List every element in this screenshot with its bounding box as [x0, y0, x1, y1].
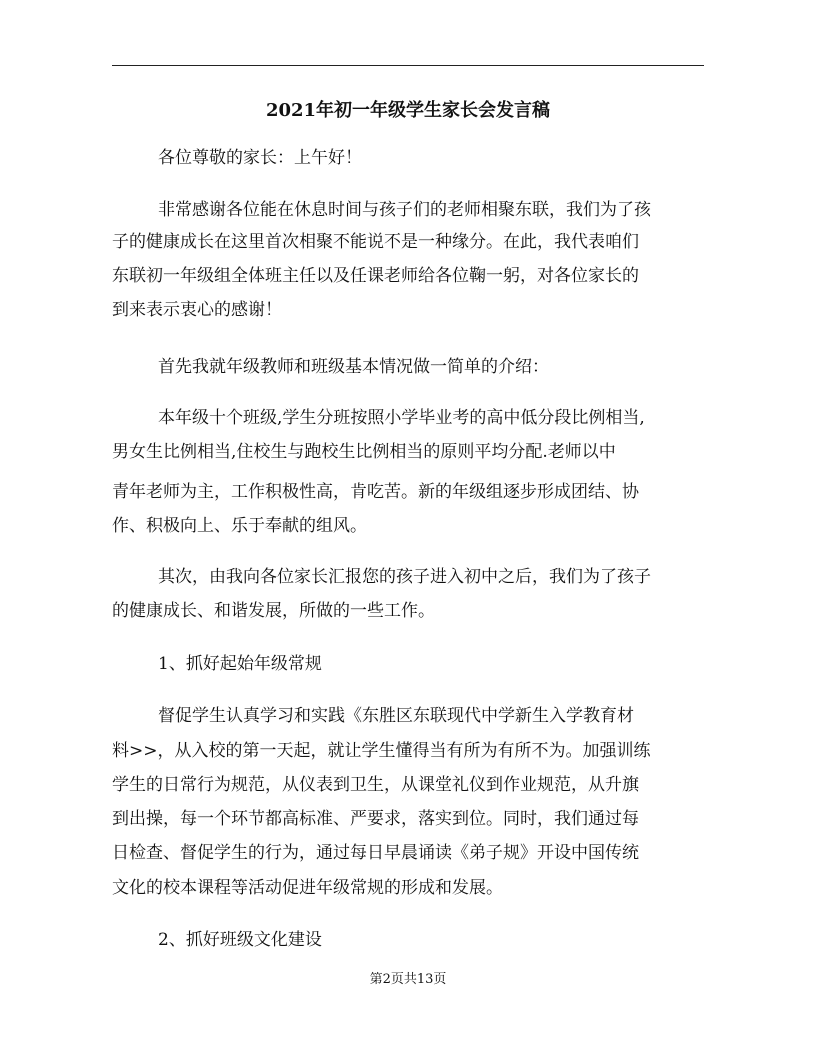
paragraph-line: 督促学生认真学习和实践《东胜区东联现代中学新生入学教育材 — [158, 706, 634, 726]
section-heading: 2、抓好班级文化建设 — [158, 930, 322, 950]
salutation-line: 各位尊敬的家长：上午好！ — [158, 148, 362, 168]
paragraph-line: 作、积极向上、乐于奉献的组风。 — [112, 516, 367, 536]
paragraph-line: 子的健康成长在这里首次相聚不能说不是一种缘分。在此，我代表咱们 — [112, 232, 639, 252]
paragraph-line: 料>>，从入校的第一天起，就让学生懂得当有所为有所不为。加强训练 — [112, 741, 651, 761]
section-heading: 1、抓好起始年级常规 — [158, 654, 322, 674]
document-title: 2021年初一年级学生家长会发言稿 — [265, 100, 551, 121]
paragraph-line: 文化的校本课程等活动促进年级常规的形成和发展。 — [112, 878, 503, 898]
paragraph-line: 本年级十个班级,学生分班按照小学毕业考的高中低分段比例相当, — [158, 408, 645, 428]
header-rule — [112, 65, 704, 66]
paragraph-line: 到出操，每一个环节都高标准、严要求，落实到位。同时，我们通过每 — [112, 809, 639, 829]
paragraph-line: 其次，由我向各位家长汇报您的孩子进入初中之后，我们为了孩子 — [158, 567, 651, 587]
paragraph-line: 青年老师为主，工作积极性高，肯吃苦。新的年级组逐步形成团结、协 — [112, 482, 639, 502]
paragraph-line: 男女生比例相当,住校生与跑校生比例相当的原则平均分配.老师以中 — [112, 442, 616, 462]
paragraph-line: 首先我就年级教师和班级基本情况做一简单的介绍： — [158, 357, 549, 377]
page-number: 第2页共13页 — [369, 972, 447, 987]
paragraph-line: 的健康成长、和谐发展，所做的一些工作。 — [112, 601, 435, 621]
paragraph-line: 非常感谢各位能在休息时间与孩子们的老师相聚东联，我们为了孩 — [158, 200, 651, 220]
paragraph-line: 日检查、督促学生的行为，通过每日早晨诵读《弟子规》开设中国传统 — [112, 843, 639, 863]
paragraph-line: 东联初一年级组全体班主任以及任课老师给各位鞠一躬，对各位家长的 — [112, 266, 639, 286]
paragraph-line: 到来表示衷心的感谢！ — [112, 300, 282, 320]
paragraph-line: 学生的日常行为规范，从仪表到卫生，从课堂礼仪到作业规范，从升旗 — [112, 775, 639, 795]
